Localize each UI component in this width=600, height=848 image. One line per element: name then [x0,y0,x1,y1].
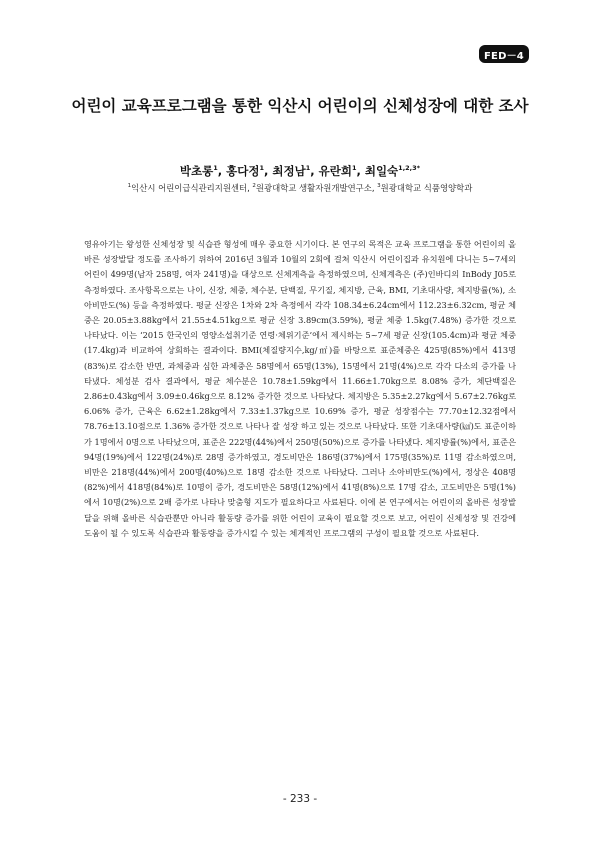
affiliation-mark: 2 [252,183,256,189]
abstract-body: 영유아기는 왕성한 신체성장 및 식습관 형성에 매우 중요한 시기이다. 본 연구의 목적은 교육 프로그램을 통한 어린이의 올바른 성장발달 정도를 조사하기 위하여 2016년 3월과 10월의 2회에 걸쳐 익산시 어린이집과 유치원에 다니는 5~7세의 어린이 499명(남자 258명, 여자 241명)을 대상으로 신체계측을 측정하였으며, 신체계측은 (주)인바디의 InBody J05로 측정하였다. 조사항목으로는 나이, 신장, 체중, 체수분, 단백질, 무기질, 체지방, 근육, BMI, 기초대사량, 체지방률(%), 소아비만도(%) 등을 측정하였다. 평균 신장은 1차와 2차 측정에서 각각 108.34±6.24cm에서 112.23±6.32cm, 평균 체중은 20.05±3.88kg에서 21.55±4.51kg으로 평균 신장 3.89cm(3.59%), 평균 체중 1.5kg(7.48%) 증가한 것으로 나타났다. 이는 ‘2015 한국인의 영양소섭취기준 연령·체위기준’에서 제시하는 5~7세 평균 신장(105.4cm)과 평균 체중(17.4kg)과 비교하여 상회하는 결과이다. BMI(체질량지수,kg/㎡)를 바탕으로 표준체중은 425명(85%)에서 413명(83%)로 감소한 반면, 과체중과 심한 과체중은 58명에서 65명(13%), 15명에서 21명(4%)으로 각각 다소의 증가를 나타냈다. 체성분 검사 결과에서, 평균 체수분은 10.78±1.59kg에서 11.66±1.70kg으로 8.08% 증가, 체단백질은 2.86±0.43kg에서 3.09±0.46kg으로 8.12% 증가한 것으로 나타났다. 체지방은 5.35±2.27kg에서 5.67±2.76kg로 6.06% 증가, 근육은 6.62±1.28kg에서 7.33±1.37kg으로 10.69% 증가, 평균 성장점수는 77.70±12.32점에서 78.76±13.10점으로 1.36% 증가한 것으로 나타나 잘 성장 하고 있는 것으로 나타났다. 또한 기초대사량(㎉)도 표준이하가 1명에서 0명으로 나타났으며, 표준은 222명(44%)에서 250명(50%)으로 증가를 나타냈다. 체지방률(%)에서, 표준은 94명(19%)에서 122명(24%)로 28명 증가하였고, 경도비만은 186명(37%)에서 175명(35%)로 11명 감소하였으며, 비만은 218명(44%)에서 200명(40%)으로 18명 감소한 것으로 나타났다. 그러나 소아비만도(%)에서, 정상은 408명(82%)에서 418명(84%)로 10명이 증가, 경도비만은 58명(12%)에서 41명(8%)으로 17명 감소, 고도비만은 5명(1%)에서 10명(2%)으로 2배 증가로 나타나 맞춤형 지도가 필요하다고 사료된다. 이에 본 연구에서는 어린이의 올바른 성장발달을 위해 올바른 식습관뿐만 아니라 활동량 증가를 위한 어린이 교육이 필요할 것으로 보고, 어린이 신체성장 및 건강에 도움이 될 수 있도록 식습관과 활동량을 증가시킬 수 있는 체계적인 프로그램의 구성이 필요할 것으로 사료된다. [84,239,516,538]
page-number: - 233 - [282,793,318,805]
author-affiliation-mark: 1,2,3* [398,164,421,172]
affiliation-text: 원광대학교 식품영양학과 [380,182,473,193]
affiliation-text: 익산시 어린이급식관리지원센터, [131,182,253,193]
page-badge: FED－4 [479,45,529,63]
author-name: 최정남 [272,163,306,178]
author-affiliation-mark: 1 [351,164,357,172]
author-name: 최일숙 [364,163,399,178]
author-affiliation-mark: 1 [213,164,218,172]
affiliation-list [60,179,540,195]
author-affiliation-mark: 1 [305,164,311,172]
author-name: 박초롱 [179,163,214,178]
author-name: 홍다정 [226,163,260,178]
affiliation-text: 원광대학교 생활자원개발연구소, [255,182,378,193]
paper-title: 어린이 교육프로그램을 통한 익산시 어린이의 신체성장에 대한 조사 [71,97,529,115]
affiliation-mark: 1 [127,183,132,189]
author-affiliation-mark: 1 [259,164,264,172]
affiliation-mark: 3 [377,183,381,189]
author-list: 박초롱$^1$, 홍다정$^1$, 최정남$^1$, 유란희$^1$, 최일숙$^{1,2,3*}$ [179,163,421,178]
author-name: 유란희 [318,163,352,178]
